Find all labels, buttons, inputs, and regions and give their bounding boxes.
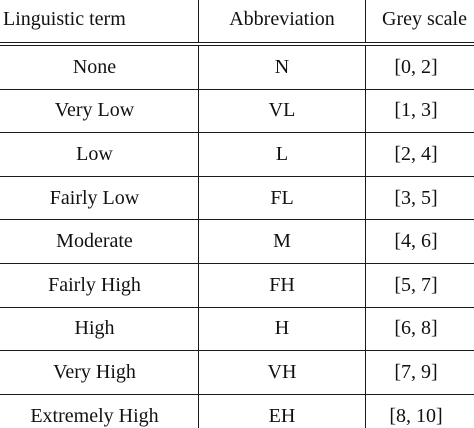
cell-grey-scale: [8, 10]	[366, 394, 474, 428]
table-row	[0, 133, 474, 177]
cell-grey-scale: [7, 9]	[366, 351, 474, 395]
cell-grey-scale: [0, 2]	[366, 44, 474, 89]
cell-term: Very High	[0, 351, 199, 395]
cell-term: Moderate	[0, 220, 199, 264]
table-row	[0, 220, 474, 264]
cell-abbreviation: M	[199, 220, 366, 264]
cell-term: Very Low	[0, 89, 199, 133]
cell-term: None	[0, 44, 199, 89]
header-row	[0, 0, 474, 44]
table-row	[0, 394, 474, 428]
table-row	[0, 89, 474, 133]
cell-term: Extremely High	[0, 394, 199, 428]
cell-term: High	[0, 307, 199, 351]
cell-grey-scale: [4, 6]	[366, 220, 474, 264]
cell-grey-scale: [2, 4]	[366, 133, 474, 177]
cell-abbreviation: H	[199, 307, 366, 351]
header-linguistic-term: Linguistic term	[0, 0, 199, 44]
cell-abbreviation: VH	[199, 351, 366, 395]
cell-term: Fairly Low	[0, 176, 199, 220]
table-row	[0, 351, 474, 395]
cell-grey-scale: [5, 7]	[366, 263, 474, 307]
cell-grey-scale: [6, 8]	[366, 307, 474, 351]
cell-abbreviation: L	[199, 133, 366, 177]
table-row	[0, 176, 474, 220]
cell-term: Fairly High	[0, 263, 199, 307]
cell-grey-scale: [1, 3]	[366, 89, 474, 133]
cell-abbreviation: VL	[199, 89, 366, 133]
cell-abbreviation: FH	[199, 263, 366, 307]
table-row	[0, 44, 474, 89]
table-header	[0, 0, 474, 44]
header-grey-scale: Grey scale	[366, 0, 474, 44]
table-row	[0, 307, 474, 351]
table-body	[0, 44, 474, 428]
cell-abbreviation: FL	[199, 176, 366, 220]
cell-abbreviation: EH	[199, 394, 366, 428]
table-row	[0, 263, 474, 307]
cell-grey-scale: [3, 5]	[366, 176, 474, 220]
cell-abbreviation: N	[199, 44, 366, 89]
header-abbreviation: Abbreviation	[199, 0, 366, 44]
cell-term: Low	[0, 133, 199, 177]
